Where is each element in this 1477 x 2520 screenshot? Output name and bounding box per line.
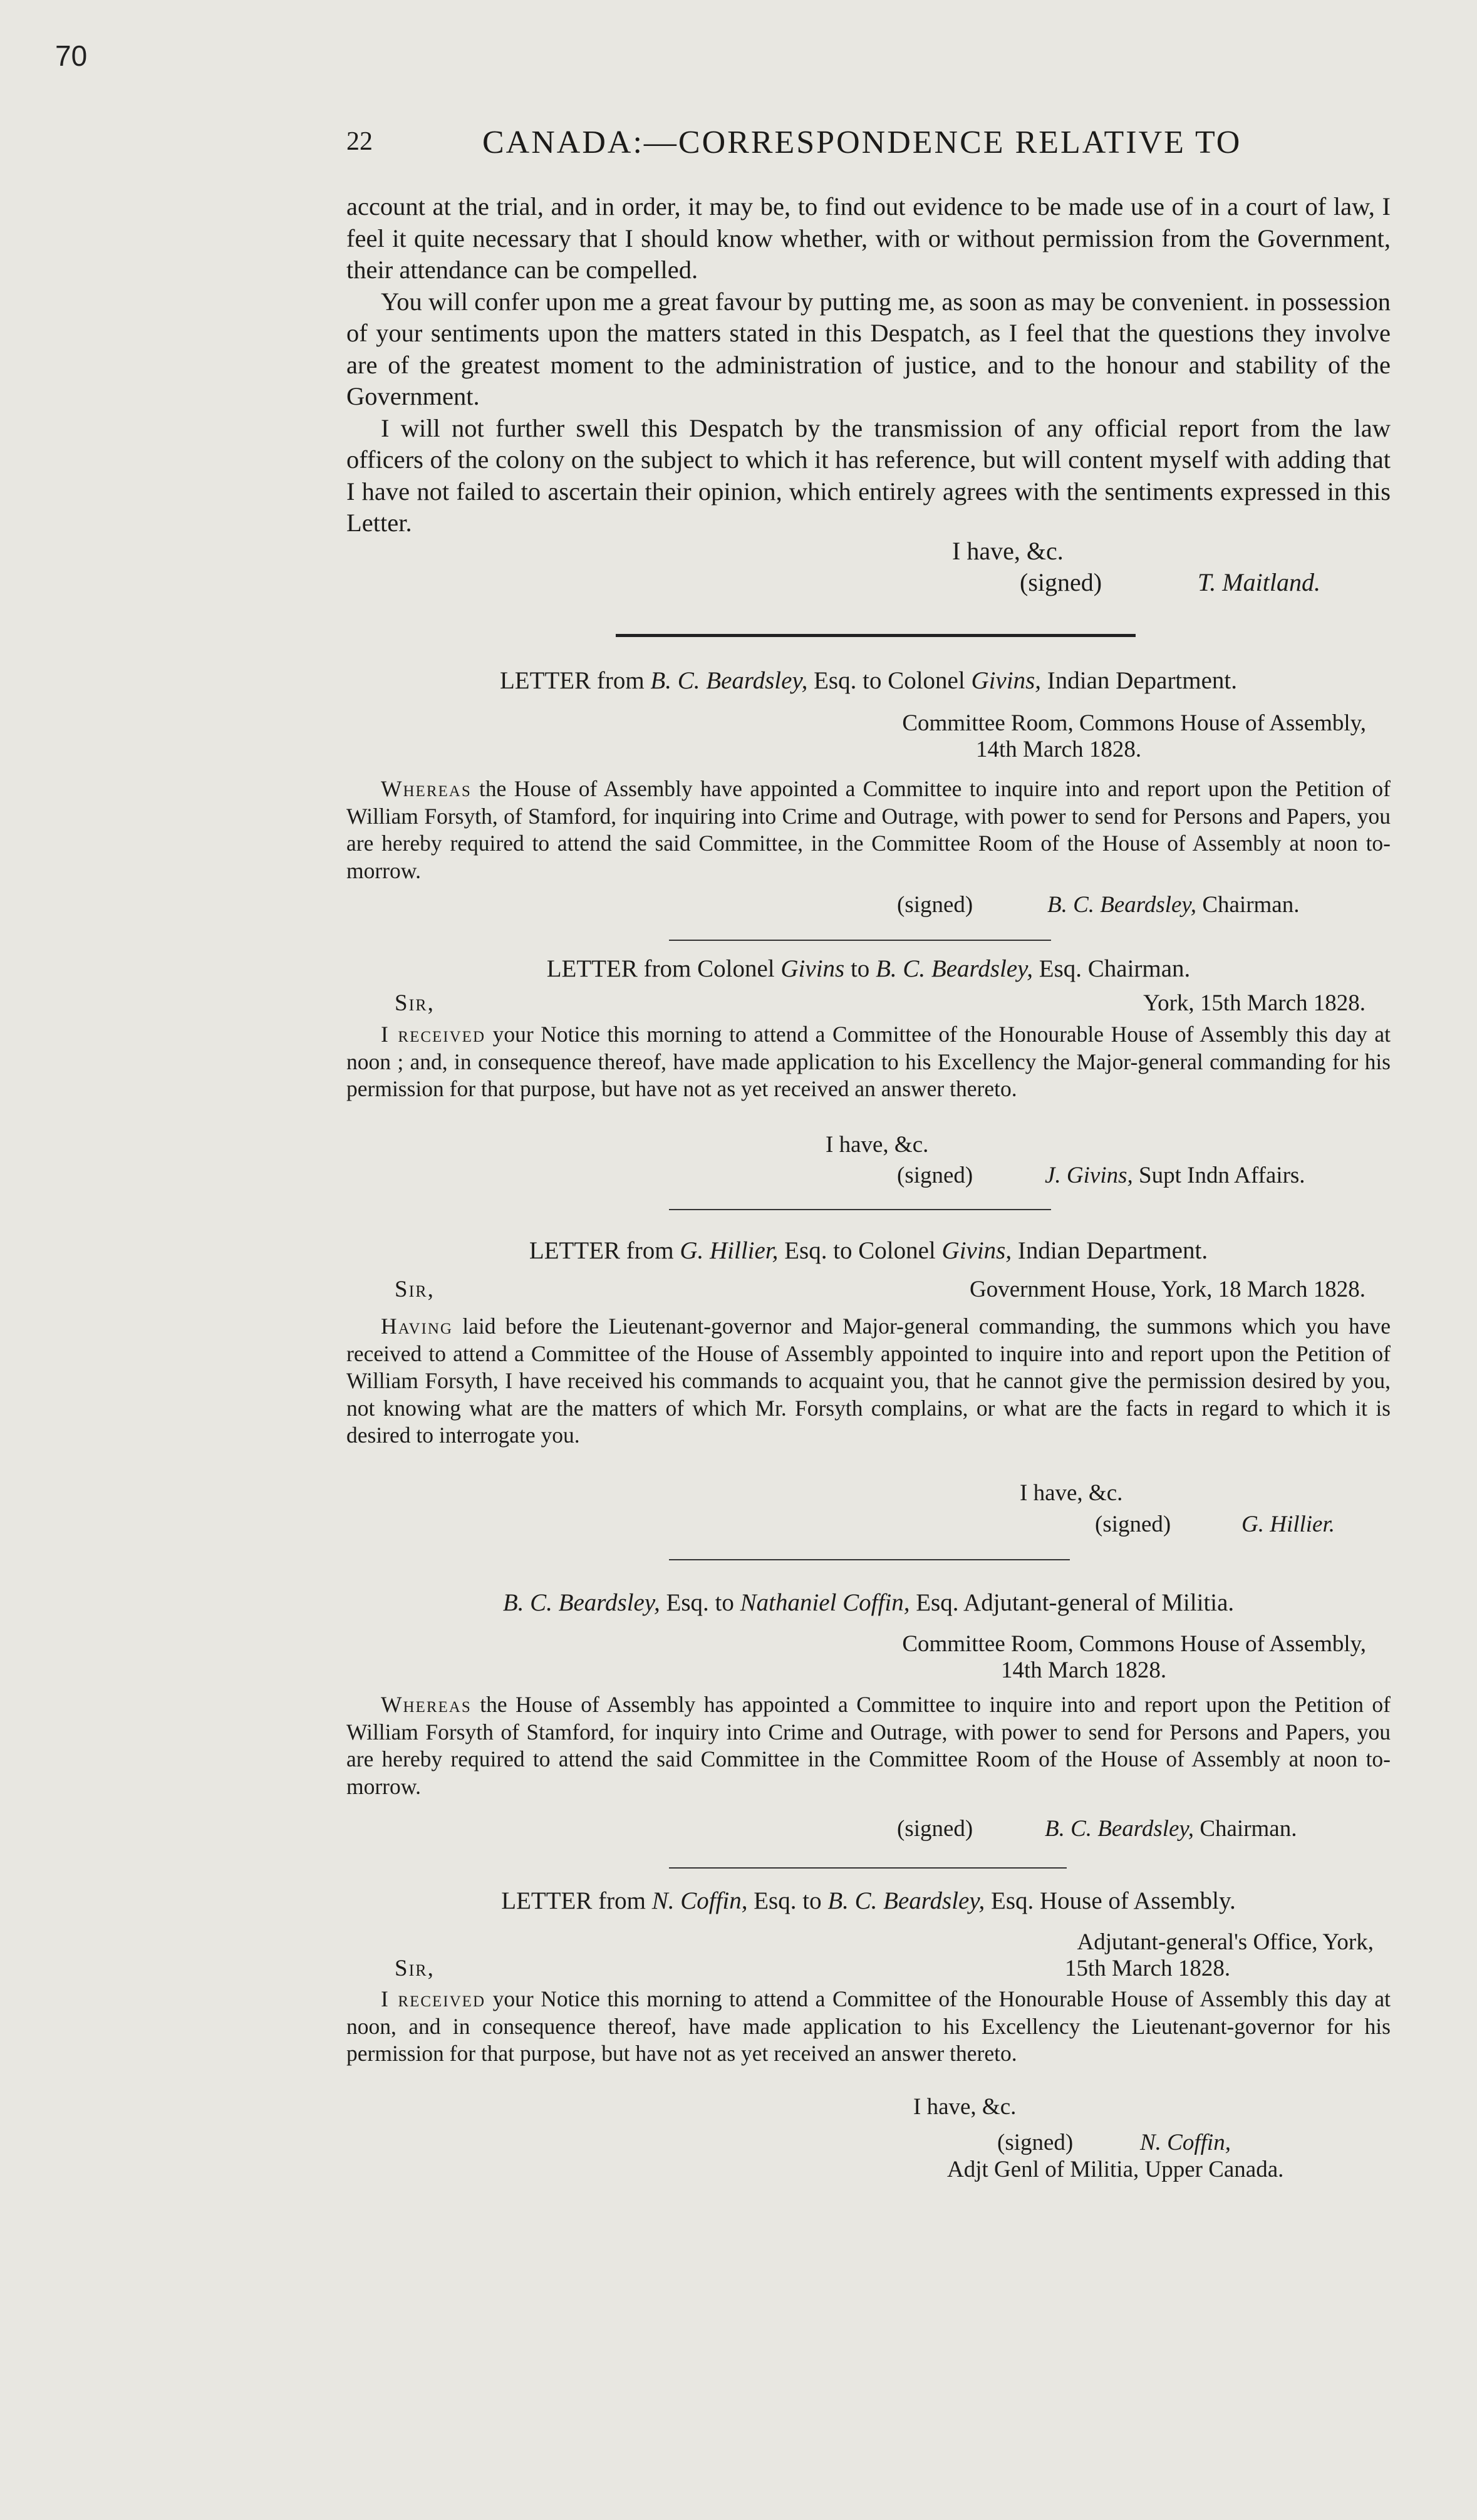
divider xyxy=(669,940,1051,941)
letter-body: Whereas the House of Assembly has appointed a Committee to inquire into and report upon the Petition of William Forsyth of Stamford, for inquiry into Crime and Outrage, with power to send for Persons and Papers, you are hereby required to attend the said Committee in the Committee Room of the House of Assembly at noon to-morrow. xyxy=(346,1692,1391,1799)
letter-date: Government House, York, 18 March 1828. xyxy=(969,1277,1366,1302)
divider xyxy=(669,1209,1051,1210)
running-title: CANADA:—CORRESPONDENCE RELATIVE TO xyxy=(482,125,1242,160)
page-number: 22 xyxy=(346,127,373,156)
closing: I have, &c. xyxy=(1020,1480,1123,1506)
signature: B. C. Beardsley, Chairman. xyxy=(1047,892,1300,918)
despatch-continuation xyxy=(346,191,1391,539)
paragraph: You will confer upon me a great favour by putting me, as soon as may be convenient. in possession of your sentiments upon the matters stated in this Despatch, as I feel that the questions they involve are of the greatest moment to the administration of justice, and to the honour and stability of the Government. xyxy=(346,287,1391,410)
signature: N. Coffin, xyxy=(1140,2130,1231,2155)
letter-body: I received your Notice this morning to attend a Committee of the Honourable House of Assembly this day at noon ; and, in consequence thereof, have made application to his Excellency the Major-general commanding for his permission for that purpose, but have not as yet received an answer thereto. xyxy=(346,1022,1391,1101)
signatory-title: Adjt Genl of Militia, Upper Canada. xyxy=(947,2157,1284,2182)
letter-date: York, 15th March 1828. xyxy=(1143,990,1366,1016)
signed-label: (signed) xyxy=(897,1816,973,1842)
closing: I have, &c. xyxy=(952,537,1064,565)
signed-label: (signed) xyxy=(897,1163,973,1188)
letter-place: Adjutant-general's Office, York, xyxy=(1077,1929,1374,1955)
letter-date: 14th March 1828. xyxy=(976,737,1142,762)
closing: I have, &c. xyxy=(826,1132,929,1158)
salutation: Sir, xyxy=(395,1277,435,1302)
signature: G. Hillier. xyxy=(1241,1511,1335,1537)
divider xyxy=(669,1867,1067,1869)
section-divider xyxy=(616,634,1136,637)
signed-label: (signed) xyxy=(1095,1511,1171,1537)
signature: B. C. Beardsley, Chairman. xyxy=(1045,1816,1297,1842)
letter-heading: B. C. Beardsley, Esq. to Nathaniel Coffin, Esq. Adjutant-general of Militia. xyxy=(502,1589,1235,1616)
signature: J. Givins, Supt Indn Affairs. xyxy=(1045,1163,1305,1188)
signature: T. Maitland. xyxy=(1198,568,1320,596)
letter-place: Committee Room, Commons House of Assembly, xyxy=(902,1631,1366,1657)
signed-label: (signed) xyxy=(1020,568,1102,596)
letter-body: Having laid before the Lieutenant-governor and Major-general commanding, the summons which you have received to attend a Committee of the House of Assembly appointed to inquire into and report upon the Petition of William Forsyth, I have received his commands to acquaint you, that he cannot give the permission desired by you, not knowing what are the matters of which Mr. Forsyth complains, or what are the facts in regard to which it is desired to interrogate you. xyxy=(346,1314,1391,1448)
letter-heading: LETTER from Colonel Givins to B. C. Beardsley, Esq. Chairman. xyxy=(546,955,1191,982)
letter-body: I received your Notice this morning to attend a Committee of the Honourable House of Assembly this day at noon, and in consequence thereof, have made application to his Excellency the Lieutenant-governor for his permission for that purpose, but have not as yet received an answer thereto. xyxy=(346,1986,1391,2066)
paragraph: account at the trial, and in order, it may be, to find out evidence to be made use of in a court of law, I feel it quite necessary that I should know whether, with or without permission from the Government, their attendance can be compelled. xyxy=(346,192,1391,284)
letter-place: Committee Room, Commons House of Assembly, xyxy=(902,710,1366,736)
divider xyxy=(669,1559,1070,1560)
closing: I have, &c. xyxy=(913,2094,1017,2120)
folio-number: 70 xyxy=(55,39,88,72)
paragraph: I will not further swell this Despatch by the transmission of any official report from the law officers of the colony on the subject to which it has reference, but will content myself with adding that I have not failed to ascertain their opinion, which entirely agrees with the sentiments expressed in this Letter. xyxy=(346,413,1391,537)
letter-date: 15th March 1828. xyxy=(1065,1956,1231,1981)
signed-label: (signed) xyxy=(897,892,973,918)
letter-heading: LETTER from N. Coffin, Esq. to B. C. Beardsley, Esq. House of Assembly. xyxy=(501,1887,1236,1914)
signed-label: (signed) xyxy=(997,2130,1074,2155)
letter-heading: LETTER from B. C. Beardsley, Esq. to Colonel Givins, Indian Department. xyxy=(499,667,1238,694)
letter-heading: LETTER from G. Hillier, Esq. to Colonel Givins, Indian Department. xyxy=(529,1237,1208,1264)
salutation: Sir, xyxy=(395,990,435,1016)
letter-body: Whereas the House of Assembly have appointed a Committee to inquire into and report upon the Petition of William Forsyth, of Stamford, for inquiring into Crime and Outrage, with power to send for Persons and Papers, you are hereby required to attend the said Committee, in the Committee Room of the House of Assembly at noon to-morrow. xyxy=(346,776,1391,883)
letter-date: 14th March 1828. xyxy=(1001,1657,1167,1683)
salutation: Sir, xyxy=(395,1956,435,1981)
